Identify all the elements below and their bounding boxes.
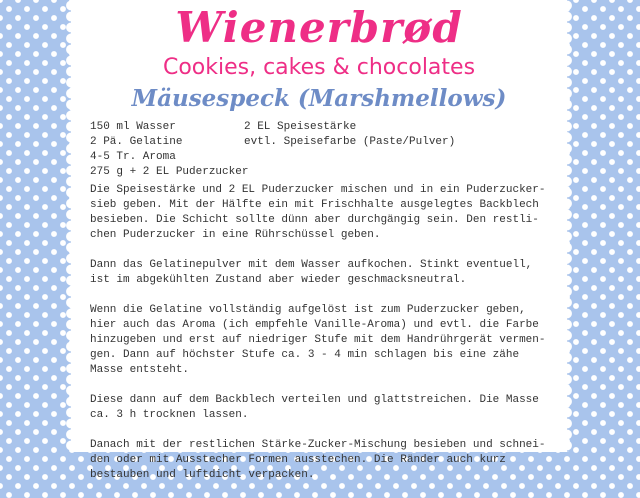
brand-tagline: Cookies, cakes & chocolates (162, 55, 476, 80)
ingredient-row (90, 120, 560, 135)
instruction-paragraph: Wenn die Gelatine vollständig aufgelöst ist zum Puderzucker geben, hier auch das Aroma (ich empfehle Vanille-Aroma) und evtl. die Farbe hinzugeben und erst auf niedriger Stufe mit dem Handrührgerät vermen-gen. Dann auf höchster Stufe ca. 3 - 4 min schlagen bis eine zähe Masse entsteht. (90, 304, 546, 376)
ingredient-item: evtl. Speisefarbe (Paste/Pulver) (244, 136, 456, 148)
instruction-paragraph: Dann das Gelatinepulver mit dem Wasser aufkochen. Stinkt eventuell, ist im abgekühlten Zustand aber wieder geschmacksneutral. (90, 259, 533, 286)
ingredient-item: 150 ml Wasser (90, 121, 176, 133)
instructions (90, 183, 558, 498)
instruction-paragraph: Diese dann auf dem Backblech verteilen und glattstreichen. Die Masse ca. 3 h trocknen lassen. (90, 394, 539, 421)
ingredient-row (90, 150, 560, 165)
ingredient-row (90, 135, 560, 150)
ingredients-list (90, 120, 560, 180)
brand-logo-title: Wienerbrød (175, 3, 463, 52)
instruction-paragraph: Danach mit der restlichen Stärke-Zucker-Mischung besieben und schnei-den oder mit Ausstecher Formen ausstechen. Die Ränder auch kurz bestauben und luftdicht verpacken. (90, 439, 546, 481)
recipe-title: Mäusespeck (Marshmellows) (131, 85, 507, 112)
ingredient-item: 275 g + 2 EL Puderzucker (90, 166, 249, 178)
recipe-card (71, 0, 567, 481)
ingredient-item: 2 Pä. Gelatine (90, 136, 183, 148)
ingredient-item: 2 EL Speisestärke (244, 121, 357, 133)
instruction-paragraph: Die Speisestärke und 2 EL Puderzucker mischen und in ein Puderzucker-sieb geben. Mit der Hälfte ein mit Frischhalte ausgelegtes Backblech besieben. Die Schicht sollte dünn aber durchgängig sein. Den restli-chen Puderzucker in eine Rührschüssel geben. (90, 184, 546, 241)
ingredient-item: 4-5 Tr. Aroma (90, 151, 176, 163)
ingredient-row (90, 165, 560, 180)
